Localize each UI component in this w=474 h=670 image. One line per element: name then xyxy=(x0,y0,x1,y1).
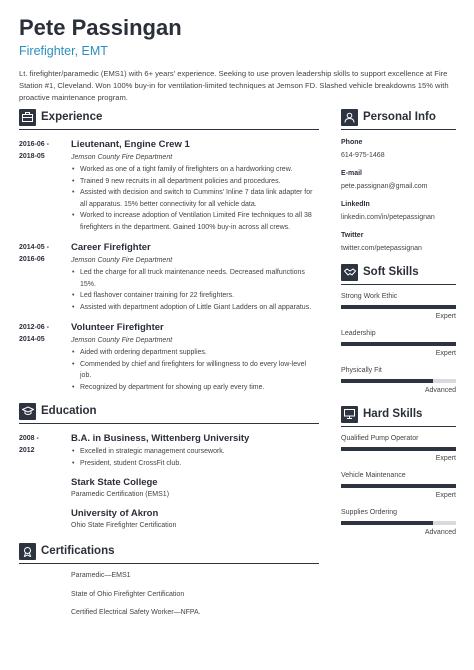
education-dates xyxy=(19,476,71,501)
education-body xyxy=(71,476,319,501)
education-subtitle: Paramedic Certification (EMS1) xyxy=(71,491,170,498)
job-dates xyxy=(19,241,71,313)
skill-bar-fill xyxy=(341,342,456,346)
skill-name: Qualified Pump Operator xyxy=(341,435,419,442)
experience-heading xyxy=(19,108,319,126)
education-entry xyxy=(19,476,319,501)
job-end-date: 2016-06 xyxy=(19,256,45,263)
skill-bar xyxy=(341,305,456,309)
education-end-date: 2012 xyxy=(19,447,35,454)
job-dates xyxy=(19,321,71,393)
job-start-date: 2014-05 - xyxy=(19,244,49,251)
candidate-name: Pete Passingan xyxy=(19,15,182,40)
job-end-date: 2014-05 xyxy=(19,336,45,343)
linkedin-value: linkedin.com/in/petepassignan xyxy=(341,214,435,221)
education-start-date: 2008 - xyxy=(19,435,39,442)
job-bullet: • Assisted with department adoption of Little Giant Ladders on all apparatus. xyxy=(71,302,319,314)
education-dates xyxy=(19,432,71,469)
hard-skills-rule xyxy=(341,426,456,427)
skill-level: Expert xyxy=(435,492,456,499)
job-start-date: 2012-06 - xyxy=(19,324,49,331)
job-title: Career Firefighter xyxy=(71,242,151,253)
job-bullets xyxy=(71,164,319,233)
skill-item xyxy=(341,292,456,322)
job-bullets xyxy=(71,267,319,313)
skill-bar xyxy=(341,342,456,346)
job-dates xyxy=(19,138,71,233)
education-subtitle: Ohio State Firefighter Certification xyxy=(71,522,177,529)
skill-name: Vehicle Maintenance xyxy=(341,472,406,479)
hard-skills-list xyxy=(341,434,456,538)
twitter-value: twitter.com/petepassignan xyxy=(341,245,422,252)
certifications-heading xyxy=(19,542,319,560)
education-bullet: • President, student CrossFit club. xyxy=(71,458,319,470)
skill-item xyxy=(341,434,456,464)
job-entry xyxy=(19,241,319,313)
skill-level: Advanced xyxy=(424,529,456,536)
certification-item: Certified Electrical Safety Worker—NFPA. xyxy=(71,609,201,616)
skill-item xyxy=(341,329,456,359)
resume-header xyxy=(19,14,459,104)
skill-name: Strong Work Ethic xyxy=(341,293,398,300)
linkedin-label: LinkedIn xyxy=(341,201,370,208)
certifications-section xyxy=(19,542,319,619)
job-bullet: • Aided with ordering department supplies. xyxy=(71,347,319,359)
skill-bar-fill xyxy=(341,447,456,451)
education-bullet: • Excelled in strategic management coursework. xyxy=(71,446,319,458)
job-bullet: • Assisted with decision and switch to Cummins' Inline 7 data link adapter for all apparatus. 15% better connectivity for all vehicle data. xyxy=(71,187,319,210)
certification-item: Paramedic—EMS1 xyxy=(71,572,131,579)
twitter-label: Twitter xyxy=(341,232,364,239)
job-bullet: • Worked to increase adoption of Ventilation Limited Fire techniques to all 38 firefighters in the department. Gained 100% buy-in across all crews. xyxy=(71,210,319,233)
personal-info-title: Personal Info xyxy=(363,111,436,123)
education-bullets xyxy=(71,446,319,469)
certification-item: State of Ohio Firefighter Certification xyxy=(71,590,185,598)
skill-bar xyxy=(341,521,456,525)
job-bullet: • Recognized by department for showing up early every time. xyxy=(71,382,319,394)
job-entry xyxy=(19,321,319,393)
certifications-list xyxy=(71,570,319,619)
skill-item xyxy=(341,471,456,501)
job-title: Volunteer Firefighter xyxy=(71,322,164,333)
skill-bar-fill xyxy=(341,379,433,383)
skill-level: Expert xyxy=(435,455,456,462)
job-bullet: • Led flashover container training for 22 firefighters. xyxy=(71,290,319,302)
person-icon xyxy=(341,109,358,126)
hard-skills-section xyxy=(341,405,456,538)
graduation-cap-icon xyxy=(19,403,36,420)
right-column xyxy=(341,108,456,538)
job-body xyxy=(71,241,319,313)
soft-skills-list xyxy=(341,292,456,396)
job-bullet: • Led the charge for all truck maintenance needs. Decreased malfunctions 15%. xyxy=(71,267,319,290)
skill-level: Expert xyxy=(435,350,456,357)
certifications-title: Certifications xyxy=(41,545,115,557)
job-title: Lieutenant, Engine Crew 1 xyxy=(71,139,190,150)
experience-title: Experience xyxy=(41,111,103,123)
job-bullets xyxy=(71,347,319,393)
education-dates xyxy=(19,507,71,532)
education-title: Education xyxy=(41,405,97,417)
job-organization: Jemson County Fire Department xyxy=(71,154,173,161)
education-rule xyxy=(19,423,319,424)
job-body xyxy=(71,138,319,233)
briefcase-icon xyxy=(19,109,36,126)
soft-skills-section xyxy=(341,263,456,396)
skill-item xyxy=(341,508,456,538)
education-section xyxy=(19,402,319,532)
left-column xyxy=(19,108,319,626)
hard-skills-heading xyxy=(341,405,456,423)
job-bullet: • Worked as one of a tight family of firefighters on a hardworking crew. xyxy=(71,164,319,176)
soft-skills-title: Soft Skills xyxy=(363,266,419,278)
job-bullet: • Commended by chief and firefighters for willingness to do every low-level job. xyxy=(71,359,319,382)
job-bullet: • Trained 9 new recruits in all department policies and procedures. xyxy=(71,176,319,188)
education-body xyxy=(71,507,319,532)
job-entry xyxy=(19,138,319,233)
job-start-date: 2016-06 - xyxy=(19,141,49,148)
education-heading xyxy=(19,402,319,420)
education-title-text: University of Akron xyxy=(71,508,159,519)
skill-level: Advanced xyxy=(424,387,456,394)
skill-name: Leadership xyxy=(341,330,376,337)
soft-skills-heading xyxy=(341,263,456,281)
skill-bar xyxy=(341,379,456,383)
certifications-rule xyxy=(19,563,319,564)
skill-name: Supplies Ordering xyxy=(341,509,398,516)
skill-item xyxy=(341,366,456,396)
candidate-role: Firefighter, EMT xyxy=(19,44,108,58)
education-title-text: Stark State College xyxy=(71,477,158,488)
skill-bar-fill xyxy=(341,521,433,525)
personal-info-rule xyxy=(341,129,456,130)
education-body xyxy=(71,432,319,469)
summary-text: Lt. firefighter/paramedic (EMS1) with 6+ years' experience. Seeking to use proven leadership skills to support excellence at Fire Station #1, Cleveland. Won 100% buy-in for ventilation-limited techniques at Jemson FD. Slashed vehicle breakdowns 15% with proactive maintenance program. xyxy=(19,69,449,102)
experience-rule xyxy=(19,129,319,130)
job-body xyxy=(71,321,319,393)
skill-bar-fill xyxy=(341,484,456,488)
skill-bar-fill xyxy=(341,305,456,309)
skill-level: Expert xyxy=(435,313,456,320)
experience-section xyxy=(19,108,319,393)
job-end-date: 2018-05 xyxy=(19,153,45,160)
hard-skills-title: Hard Skills xyxy=(363,408,423,420)
education-entry xyxy=(19,432,319,469)
personal-info-section xyxy=(341,108,456,254)
skill-bar xyxy=(341,484,456,488)
soft-skills-rule xyxy=(341,284,456,285)
handshake-icon xyxy=(341,264,358,281)
certificate-icon xyxy=(19,543,36,560)
job-organization: Jemson County Fire Department xyxy=(71,257,173,264)
education-title-text: B.A. in Business, Wittenberg University xyxy=(71,433,250,444)
phone-value: 614-975-1468 xyxy=(341,152,385,159)
email-value: pete.passignan@gmail.com xyxy=(341,183,428,190)
education-entry xyxy=(19,507,319,532)
skill-name: Physically Fit xyxy=(341,367,382,374)
skill-bar xyxy=(341,447,456,451)
email-label: E-mail xyxy=(341,170,363,177)
phone-label: Phone xyxy=(341,139,363,146)
job-organization: Jemson County Fire Department xyxy=(71,337,173,344)
personal-info-heading xyxy=(341,108,456,126)
monitor-icon xyxy=(341,406,358,423)
